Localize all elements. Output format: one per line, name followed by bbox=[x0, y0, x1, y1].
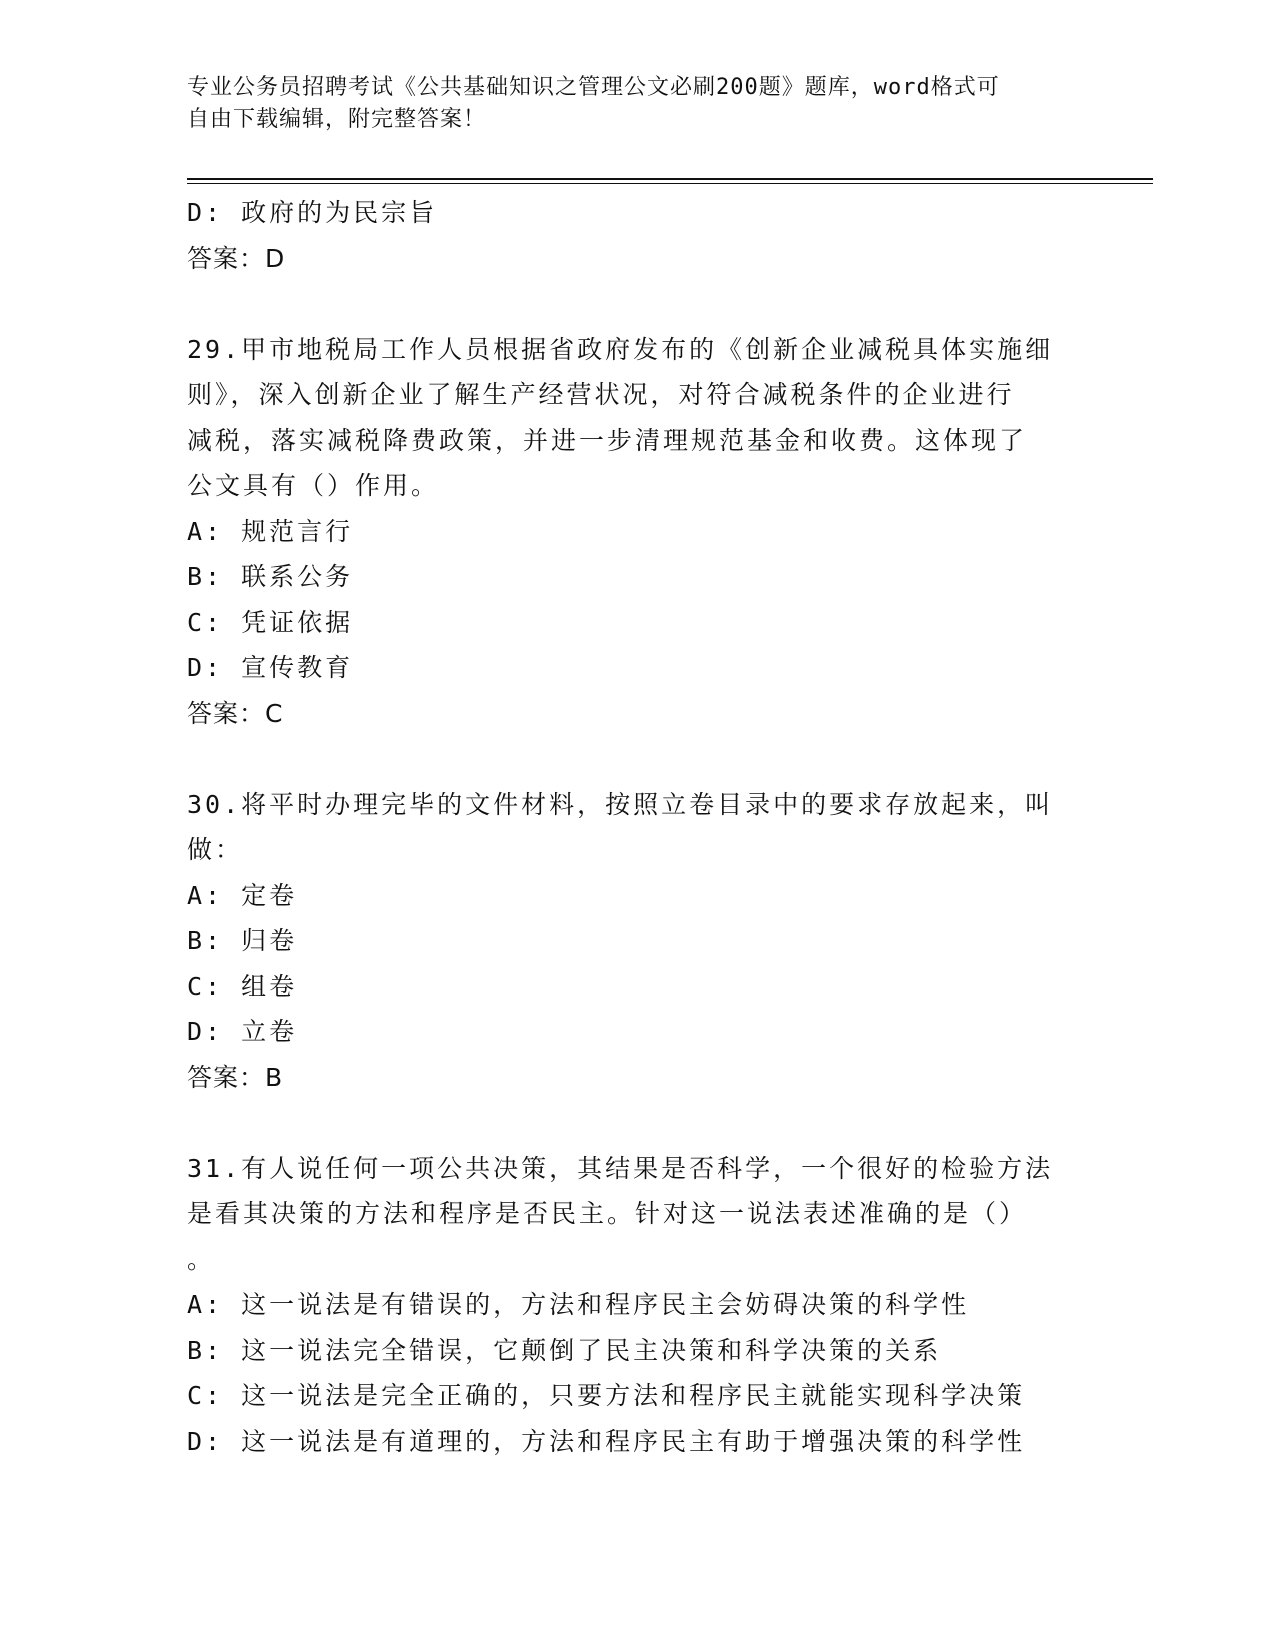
option-d: D: 宣传教育 bbox=[187, 653, 354, 682]
header-line-1: 专业公务员招聘考试《公共基础知识之管理公文必刷200题》题库，word格式可 bbox=[187, 75, 1000, 100]
option-a: A: 这一说法是有错误的，方法和程序民主会妨碍决策的科学性 bbox=[187, 1290, 970, 1319]
question-29 bbox=[187, 327, 1087, 737]
spacer bbox=[187, 1100, 1087, 1146]
page-header bbox=[187, 72, 1067, 136]
option-d: D: 立卷 bbox=[187, 1017, 298, 1046]
question-31 bbox=[187, 1146, 1087, 1465]
option-c: C: 凭证依据 bbox=[187, 607, 354, 637]
question-text-line: 是看其决策的方法和程序是否民主。针对这一说法表述准确的是（） bbox=[187, 1199, 1028, 1228]
prev-option-d: D: 政府的为民宗旨 bbox=[187, 198, 438, 227]
spacer bbox=[187, 736, 1087, 782]
header-divider-thick bbox=[187, 178, 1153, 180]
option-a: A: 规范言行 bbox=[187, 516, 354, 546]
question-content bbox=[187, 190, 1087, 1464]
option-c: C: 这一说法是完全正确的，只要方法和程序民主就能实现科学决策 bbox=[187, 1381, 1026, 1410]
question-text-line: 做： bbox=[187, 835, 244, 864]
question-30 bbox=[187, 782, 1087, 1101]
header-line-2: 自由下载编辑，附完整答案！ bbox=[187, 107, 487, 132]
question-text-line: 30.将平时办理完毕的文件材料，按照立卷目录中的要求存放起来，叫 bbox=[187, 789, 1054, 819]
question-text-line: 则》，深入创新企业了解生产经营状况，对符合减税条件的企业进行 bbox=[187, 380, 1015, 409]
question-text-line: 29.甲市地税局工作人员根据省政府发布的《创新企业减税具体实施细 bbox=[187, 334, 1054, 364]
spacer bbox=[187, 281, 1087, 327]
question-text-line: 31.有人说任何一项公共决策，其结果是否科学，一个很好的检验方法 bbox=[187, 1153, 1054, 1183]
answer: 答案：B bbox=[187, 1062, 284, 1092]
option-d: D: 这一说法是有道理的，方法和程序民主有助于增强决策的科学性 bbox=[187, 1426, 1026, 1456]
answer: 答案：C bbox=[187, 698, 284, 728]
question-text-line: 减税，落实减税降费政策，并进一步清理规范基金和收费。这体现了 bbox=[187, 425, 1028, 455]
question-text-line: 公文具有（）作用。 bbox=[187, 471, 440, 500]
option-b: B: 这一说法完全错误，它颠倒了民主决策和科学决策的关系 bbox=[187, 1335, 942, 1365]
option-c: C: 组卷 bbox=[187, 971, 298, 1001]
prev-answer: 答案：D bbox=[187, 243, 286, 273]
option-a: A: 定卷 bbox=[187, 880, 298, 910]
option-b: B: 归卷 bbox=[187, 926, 298, 955]
option-b: B: 联系公务 bbox=[187, 562, 354, 591]
header-divider-thin bbox=[187, 183, 1153, 184]
question-text-line: 。 bbox=[187, 1244, 216, 1274]
